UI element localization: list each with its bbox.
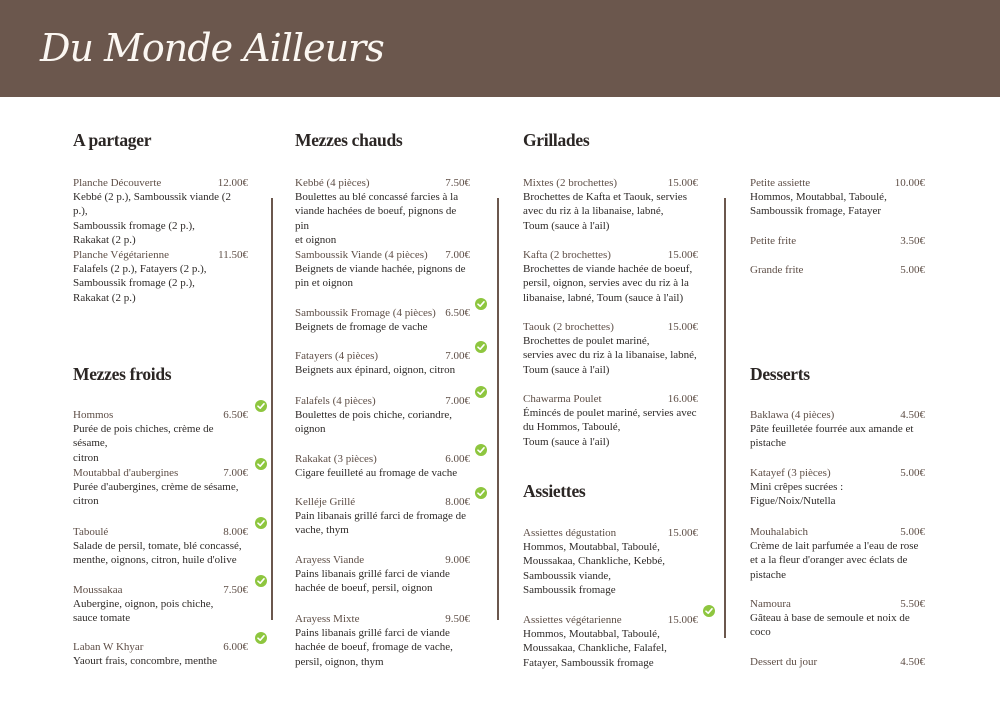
vegetarian-check-icon (475, 487, 487, 499)
menu-item-description: Moussakaa, Chankliche, Kebbé, (523, 555, 666, 568)
menu-item-description: pistache (750, 437, 787, 450)
menu-item (295, 612, 470, 669)
menu-item-price: 6.50€ (445, 307, 470, 319)
menu-item (73, 248, 248, 305)
menu-item-header (523, 248, 698, 262)
menu-item-name: Baklawa (4 pièces) (750, 409, 835, 421)
menu-item-name: Arayess Viande (295, 554, 365, 566)
menu-item-header (73, 466, 248, 480)
menu-item-price: 7.00€ (445, 350, 470, 362)
menu-item-description: Hommos, Moutabbal, Taboulé, (750, 191, 887, 203)
menu-item-price: 15.00€ (667, 321, 698, 333)
menu-item-header (295, 306, 470, 320)
menu-item (523, 248, 698, 305)
menu-item (73, 408, 248, 465)
menu-item (73, 525, 248, 568)
vegetarian-check-icon (255, 400, 267, 412)
menu-item-header (750, 234, 925, 248)
menu-item-name: Samboussik Fromage (4 pièces) (295, 307, 436, 319)
menu-item (523, 392, 698, 449)
menu-item-description: Samboussik fromage (2 p.), (73, 277, 195, 290)
menu-item-description: et a la fleur d'oranger avec éclats de (750, 554, 908, 567)
menu-item-description: Fatayer, Samboussik fromage (523, 656, 654, 669)
menu-item-price: 3.50€ (900, 235, 925, 247)
menu-item-description: servies avec du riz à la libanaise, labné, (523, 349, 697, 362)
menu-item-header (750, 408, 925, 422)
menu-item (523, 176, 698, 233)
column-divider (271, 198, 273, 620)
menu-item-description: Samboussik fromage, Fatayer (750, 205, 882, 218)
menu-item (750, 655, 925, 669)
menu-item-name: Katayef (3 pièces) (750, 467, 831, 479)
menu-item (295, 248, 470, 291)
menu-item (523, 320, 698, 377)
menu-item-name: Assiettes dégustation (523, 527, 617, 539)
menu-item-description: Hommos, Moutabbal, Taboulé, (523, 628, 660, 640)
menu-item-description: menthe, oignons, citron, huile d'olive (73, 554, 237, 567)
section-title: Mezzes chauds (295, 130, 403, 150)
menu-item-header (73, 525, 248, 539)
column-divider (497, 198, 499, 620)
menu-item-price: 15.00€ (667, 614, 698, 626)
menu-item-header (73, 248, 248, 262)
menu-item-price: 9.50€ (445, 613, 470, 625)
menu-item-price: 15.00€ (667, 249, 698, 261)
menu-item (295, 349, 470, 377)
menu-item-header (295, 176, 470, 190)
menu-item (295, 495, 470, 538)
vegetarian-check-icon (255, 458, 267, 470)
section-title: Assiettes (523, 481, 586, 501)
menu-item-price: 6.00€ (445, 453, 470, 465)
menu-item-description: et oignon (295, 233, 337, 246)
menu-item-price: 11.50€ (218, 249, 248, 261)
menu-item-description: persil, oignon, thym (295, 655, 384, 668)
menu-item (523, 526, 698, 597)
menu-item-description: du Hommos, Taboulé, (523, 421, 621, 434)
menu-item-name: Kelléje Grillé (295, 496, 356, 508)
menu-item-name: Namoura (750, 598, 791, 610)
menu-item-header (295, 349, 470, 363)
vegetarian-check-icon (475, 341, 487, 353)
menu-item-description: sauce tomate (73, 612, 131, 625)
menu-item-price: 7.50€ (445, 177, 470, 189)
menu-item-header (750, 466, 925, 480)
menu-item (750, 408, 925, 451)
menu-item-name: Rakakat (3 pièces) (295, 453, 377, 465)
menu-item-description: Gâteau à base de semoule et noix de (750, 612, 910, 624)
menu-item-description: Beignets de fromage de vache (295, 321, 428, 333)
menu-item-description: Crème de lait parfumée a l'eau de rose (750, 540, 919, 552)
menu-item-description: Brochettes de poulet mariné, (523, 335, 650, 347)
menu-item-price: 6.00€ (223, 641, 248, 653)
menu-item (750, 466, 925, 509)
menu-item-description: Pâte feuilletée fourrée aux amande et (750, 423, 914, 435)
vegetarian-check-icon (703, 605, 715, 617)
menu-item (295, 306, 470, 334)
menu-item (73, 583, 248, 626)
menu-item-description: Boulettes de pois chiche, coriandre, (295, 409, 453, 421)
menu-item-description: pin et oignon (295, 277, 354, 290)
menu-item (750, 176, 925, 219)
menu-item-description: Kebbé (2 p.), Samboussik viande (2 p.), (73, 191, 231, 218)
menu-item-description: libanaise, labné, Toum (sauce à l'ail) (523, 291, 684, 304)
menu-item-description: Purée d'aubergines, crème de sésame, (73, 481, 239, 493)
menu-item-header (295, 394, 470, 408)
menu-item (750, 597, 925, 640)
menu-item-header (750, 597, 925, 611)
menu-item (73, 640, 248, 668)
menu-item-header (523, 526, 698, 540)
section-title: A partager (73, 130, 152, 150)
menu-item-description: coco (750, 626, 771, 639)
menu-item-header (73, 408, 248, 422)
menu-item-name: Moutabbal d'aubergines (73, 467, 179, 479)
menu-item-header (523, 176, 698, 190)
menu-item-description: Toum (sauce à l'ail) (523, 219, 610, 232)
menu-item-description: Samboussik fromage (2 p.), (73, 219, 195, 232)
menu-item (295, 452, 470, 480)
menu-item-description: Aubergine, oignon, pois chiche, (73, 598, 214, 610)
section-title: Mezzes froids (73, 364, 172, 384)
menu-item-price: 5.00€ (900, 264, 925, 276)
menu-item-description: viande hachées de boeuf, pignons de pin (295, 205, 457, 232)
menu-item-description: vache, thym (295, 524, 349, 537)
menu-item (750, 525, 925, 582)
menu-item-header (295, 495, 470, 509)
menu-item (295, 176, 470, 247)
menu-item-name: Mouhalabich (750, 526, 809, 538)
menu-item-price: 7.00€ (223, 467, 248, 479)
menu-item-name: Moussakaa (73, 584, 123, 596)
menu-item-header (73, 176, 248, 190)
vegetarian-check-icon (255, 632, 267, 644)
menu-item-name: Kafta (2 brochettes) (523, 249, 611, 261)
menu-item-description: Samboussik fromage (523, 583, 616, 596)
menu-item-description: hachée de boeuf, persil, oignon (295, 582, 433, 595)
menu-item-header (750, 525, 925, 539)
menu-item-description: Purée de pois chiches, crème de sésame, (73, 423, 214, 450)
menu-item-header (523, 392, 698, 406)
menu-item (750, 263, 925, 277)
menu-item (295, 394, 470, 437)
menu-item-price: 5.00€ (900, 467, 925, 479)
menu-item-description: Boulettes au blé concassé farcies à la (295, 191, 459, 203)
menu-item-name: Planche Découverte (73, 177, 162, 189)
menu-item (523, 613, 698, 670)
vegetarian-check-icon (475, 386, 487, 398)
menu-item-description: Falafels (2 p.), Fatayers (2 p.), (73, 263, 207, 275)
menu-item-name: Kebbé (4 pièces) (295, 177, 370, 189)
menu-item-name: Falafels (4 pièces) (295, 395, 376, 407)
menu-item-price: 5.50€ (900, 598, 925, 610)
vegetarian-check-icon (255, 575, 267, 587)
menu-item-header (523, 320, 698, 334)
menu-item-name: Grande frite (750, 264, 804, 276)
menu-item-description: Mini crêpes sucrées : (750, 481, 844, 493)
menu-item-header (295, 553, 470, 567)
menu-item-header (523, 613, 698, 627)
menu-item-price: 5.00€ (900, 526, 925, 538)
menu-item-description: Hommos, Moutabbal, Taboulé, (523, 541, 660, 553)
menu-item-price: 7.00€ (445, 395, 470, 407)
menu-item-name: Dessert du jour (750, 656, 818, 668)
menu-item-description: Yaourt frais, concombre, menthe (73, 655, 217, 667)
menu-item-description: Émincés de poulet mariné, servies avec (523, 407, 697, 419)
menu-item-description: citron (73, 495, 99, 508)
menu-item-description: avec du riz à la libanaise, labné, (523, 205, 664, 218)
menu-item-name: Assiettes végétarienne (523, 614, 622, 626)
menu-item-name: Taouk (2 brochettes) (523, 321, 614, 333)
menu-item (750, 234, 925, 248)
menu-item-header (295, 452, 470, 466)
menu-item-name: Fatayers (4 pièces) (295, 350, 379, 362)
vegetarian-check-icon (475, 444, 487, 456)
menu-item-name: Petite frite (750, 235, 797, 247)
header-banner (0, 0, 1000, 97)
menu-item-description: Figue/Noix/Nutella (750, 495, 836, 508)
menu-item-description: citron (73, 451, 99, 464)
menu-item-header (750, 176, 925, 190)
menu-item-price: 8.00€ (223, 526, 248, 538)
menu-item-header (295, 612, 470, 626)
menu-item-name: Mixtes (2 brochettes) (523, 177, 618, 189)
menu-item-price: 8.00€ (445, 496, 470, 508)
restaurant-name: Du Monde Ailleurs (40, 26, 384, 70)
menu-item-name: Petite assiette (750, 177, 811, 189)
menu-item-description: Pains libanais grillé farci de viande (295, 568, 450, 580)
menu-item-name: Arayess Mixte (295, 613, 360, 625)
menu-item-description: Moussakaa, Chankliche, Falafel, (523, 642, 667, 655)
menu-item-header (73, 583, 248, 597)
menu-item-header (73, 640, 248, 654)
menu-item-description: Pain libanais grillé farci de fromage de (295, 510, 467, 522)
vegetarian-check-icon (255, 517, 267, 529)
menu-item-price: 15.00€ (667, 527, 698, 539)
menu-item-description: Rakakat (2 p.) (73, 291, 136, 304)
menu-item-price: 10.00€ (894, 177, 925, 189)
menu-item-description: Beignets de viande hachée, pignons de (295, 263, 466, 275)
menu-item-description: hachée de boeuf, fromage de vache, (295, 641, 453, 654)
menu-item-description: Brochettes de Kafta et Taouk, servies (523, 191, 687, 203)
menu-item-description: Toum (sauce à l'ail) (523, 363, 610, 376)
vegetarian-check-icon (475, 298, 487, 310)
menu-item-name: Samboussik Viande (4 pièces) (295, 249, 428, 261)
menu-item-header (295, 248, 470, 262)
menu-item-description: Samboussik viande, (523, 569, 611, 582)
menu-item-description: Pains libanais grillé farci de viande (295, 627, 450, 639)
menu-item-price: 6.50€ (223, 409, 248, 421)
menu-item-header (750, 655, 925, 669)
section-title: Grillades (523, 130, 590, 150)
menu-item (73, 466, 248, 509)
menu-item-price: 16.00€ (667, 393, 698, 405)
menu-item-description: oignon (295, 423, 326, 436)
menu-item-description: persil, oignon, servies avec du riz à la (523, 277, 689, 290)
menu-item-price: 9.00€ (445, 554, 470, 566)
menu-item-price: 7.00€ (445, 249, 470, 261)
menu-item-description: Rakakat (2 p.) (73, 233, 136, 246)
menu-item-price: 15.00€ (667, 177, 698, 189)
menu-item-description: Toum (sauce à l'ail) (523, 435, 610, 448)
menu-item-price: 12.00€ (217, 177, 248, 189)
menu-item-name: Planche Végétarienne (73, 249, 170, 261)
section-title: Desserts (750, 364, 810, 384)
menu-item-name: Laban W Khyar (73, 641, 144, 653)
menu-item (73, 176, 248, 247)
menu-item-name: Chawarma Poulet (523, 393, 602, 405)
menu-item-description: Brochettes de viande hachée de boeuf, (523, 263, 693, 275)
menu-item-description: Beignets aux épinard, oignon, citron (295, 364, 456, 376)
menu-item-price: 4.50€ (900, 409, 925, 421)
menu-item-description: Cigare feuilleté au fromage de vache (295, 467, 458, 479)
menu-item-header (750, 263, 925, 277)
menu-item-price: 4.50€ (900, 656, 925, 668)
menu-item-name: Taboulé (73, 526, 109, 538)
menu-item-description: pistache (750, 568, 787, 581)
column-divider (724, 198, 726, 638)
menu-item-description: Salade de persil, tomate, blé concassé, (73, 540, 242, 552)
menu-item-name: Hommos (73, 409, 114, 421)
menu-item (295, 553, 470, 596)
menu-item-price: 7.50€ (223, 584, 248, 596)
